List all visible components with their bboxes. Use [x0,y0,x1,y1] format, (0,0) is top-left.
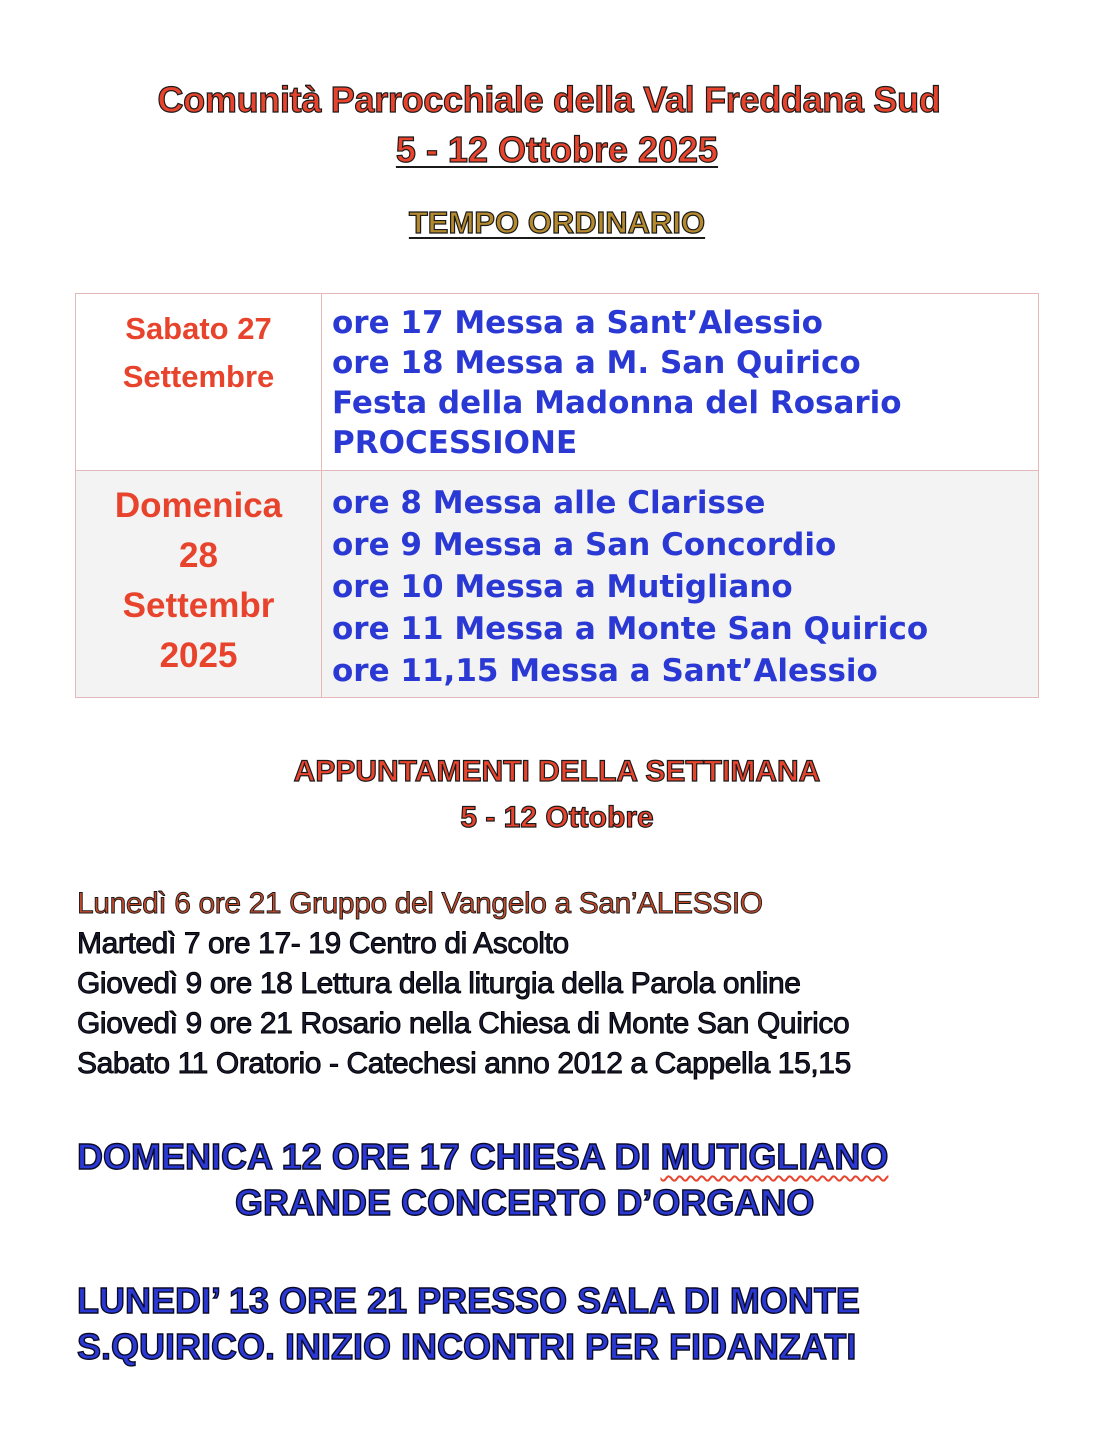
weekly-range-heading: 5 - 12 Ottobre [460,801,654,834]
engaged-line-1: LUNEDI’ 13 ORE 21 PRESSO SALA DI MONTE [77,1280,860,1321]
event-line: ore 8 Messa alle Clarisse [332,485,766,521]
table-row [76,471,1039,698]
event-line: PROCESSIONE [332,425,578,461]
day-cell-saturday [76,294,322,471]
appointments-list [77,884,851,1084]
day-label-line: Settembr [122,586,275,625]
event-line: Festa della Madonna del Rosario [332,385,902,421]
list-item: Martedì 7 ore 17- 19 Centro di Ascolto [77,927,569,960]
list-item: Sabato 11 Oratorio - Catechesi anno 2012 a Cappella 15,15 [77,1047,851,1080]
concert-line-2: GRANDE CONCERTO D’ORGANO [235,1182,815,1223]
event-line: ore 17 Messa a Sant’Alessio [332,305,823,341]
event-line: ore 10 Messa a Mutigliano [332,569,793,605]
events-cell-sunday [322,471,1039,698]
day-label-line: Sabato 27 [125,311,272,346]
concert-announcement [77,1134,888,1226]
day-label-line: Domenica [114,486,283,525]
day-label-line: Settembre [122,359,275,394]
event-line: ore 18 Messa a M. San Quirico [332,345,861,381]
list-item: Giovedì 9 ore 18 Lettura della liturgia della Parola online [77,967,801,1000]
concert-prefix: DOMENICA 12 ORE 17 CHIESA DI [77,1136,661,1177]
day-label-line: 28 [179,536,218,575]
event-line: ore 11 Messa a Monte San Quirico [332,611,929,647]
list-item: Giovedì 9 ore 21 Rosario nella Chiesa di Monte San Quirico [77,1007,850,1040]
page-title: Comunità Parrocchiale della Val Freddana Sud [157,79,941,120]
day-cell-sunday [76,471,322,698]
event-line: ore 11,15 Messa a Sant’Alessio [332,653,878,689]
events-cell-saturday [322,294,1039,471]
concert-place: MUTIGLIANO [660,1136,889,1177]
weekly-appointments-heading: APPUNTAMENTI DELLA SETTIMANA [293,755,821,788]
engaged-couples-announcement [77,1278,860,1370]
table-row [76,294,1039,471]
list-item: Lunedì 6 ore 21 Gruppo del Vangelo a San’ALESSIO [77,887,763,920]
mass-schedule-table [75,293,1039,698]
event-line: ore 9 Messa a San Concordio [332,527,837,563]
date-range-heading: 5 - 12 Ottobre 2025 [395,129,719,170]
liturgical-season-heading: TEMPO ORDINARIO [408,205,706,240]
day-label-line: 2025 [159,636,238,675]
engaged-line-2: S.QUIRICO. INIZIO INCONTRI PER FIDANZATI [77,1326,857,1367]
concert-line-1 [77,1136,888,1177]
